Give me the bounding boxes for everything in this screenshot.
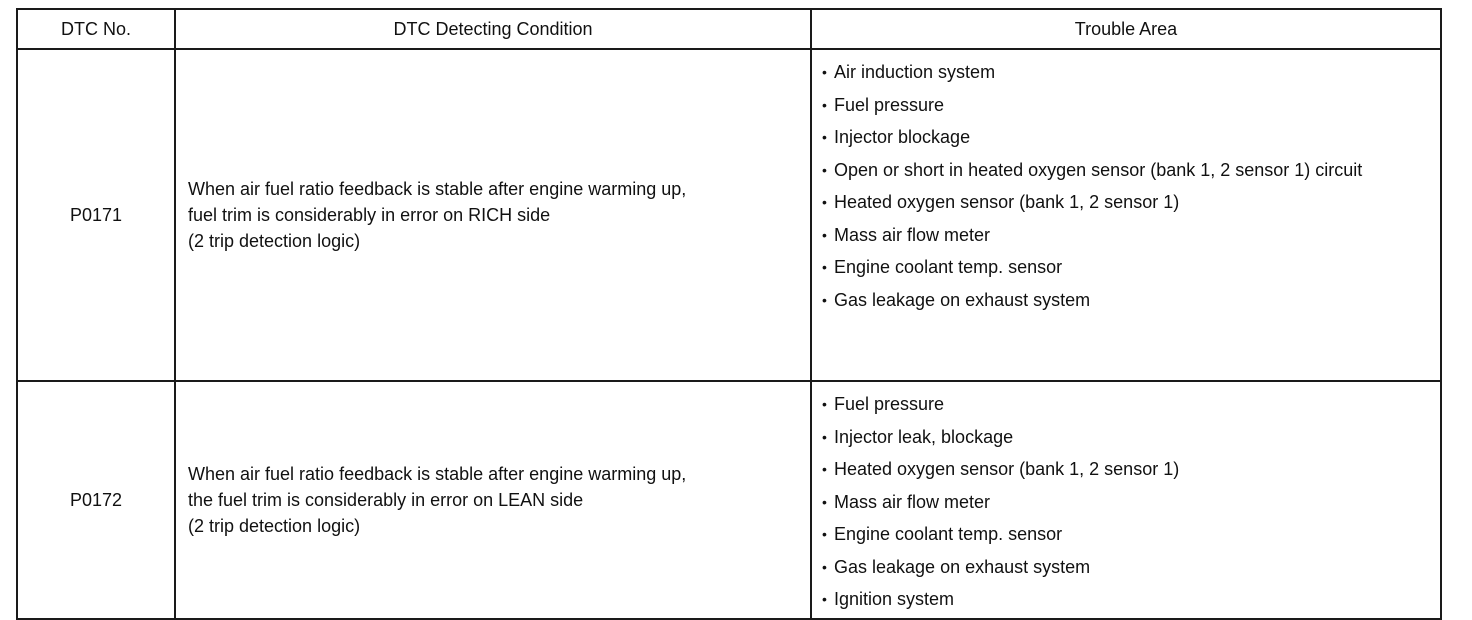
trouble-area-cell bbox=[811, 381, 1441, 619]
header-trouble-area: Trouble Area bbox=[811, 9, 1441, 49]
trouble-area-list bbox=[822, 56, 1434, 316]
trouble-area-item: • Injector blockage bbox=[822, 121, 1434, 154]
trouble-area-list bbox=[822, 388, 1434, 616]
trouble-area-item: • Heated oxygen sensor (bank 1, 2 sensor 1) bbox=[822, 453, 1434, 486]
condition-line: When air fuel ratio feedback is stable after engine warming up, bbox=[188, 179, 687, 199]
trouble-area-item: • Mass air flow meter bbox=[822, 219, 1434, 252]
condition-line: When air fuel ratio feedback is stable after engine warming up, bbox=[188, 464, 687, 484]
header-dtc-no: DTC No. bbox=[17, 9, 175, 49]
trouble-area-item: • Mass air flow meter bbox=[822, 486, 1434, 519]
trouble-area-item: • Engine coolant temp. sensor bbox=[822, 518, 1434, 551]
table-row bbox=[17, 381, 1441, 619]
header-detecting-condition: DTC Detecting Condition bbox=[175, 9, 811, 49]
condition-line: (2 trip detection logic) bbox=[188, 231, 361, 251]
detecting-condition bbox=[175, 381, 811, 619]
trouble-area-item: • Engine coolant temp. sensor bbox=[822, 251, 1434, 284]
trouble-area-item: • Gas leakage on exhaust system bbox=[822, 284, 1434, 317]
trouble-area-item: • Injector leak, blockage bbox=[822, 421, 1434, 454]
trouble-area-item: • Ignition system bbox=[822, 583, 1434, 616]
condition-line: (2 trip detection logic) bbox=[188, 516, 361, 536]
trouble-area-item: • Heated oxygen sensor (bank 1, 2 sensor 1) bbox=[822, 186, 1434, 219]
trouble-area-item: • Gas leakage on exhaust system bbox=[822, 551, 1434, 584]
trouble-area-item: • Fuel pressure bbox=[822, 89, 1434, 122]
trouble-area-cell bbox=[811, 49, 1441, 381]
condition-line: fuel trim is considerably in error on RICH side bbox=[188, 205, 551, 225]
dtc-number: P0171 bbox=[17, 49, 175, 381]
dtc-number: P0172 bbox=[17, 381, 175, 619]
trouble-area-item: • Fuel pressure bbox=[822, 388, 1434, 421]
trouble-area-item: • Air induction system bbox=[822, 56, 1434, 89]
table-header-row bbox=[17, 9, 1441, 49]
trouble-area-item: • Open or short in heated oxygen sensor (bank 1, 2 sensor 1) circuit bbox=[822, 154, 1434, 187]
dtc-table bbox=[16, 8, 1442, 620]
detecting-condition bbox=[175, 49, 811, 381]
table-row bbox=[17, 49, 1441, 381]
condition-line: the fuel trim is considerably in error on LEAN side bbox=[188, 490, 584, 510]
